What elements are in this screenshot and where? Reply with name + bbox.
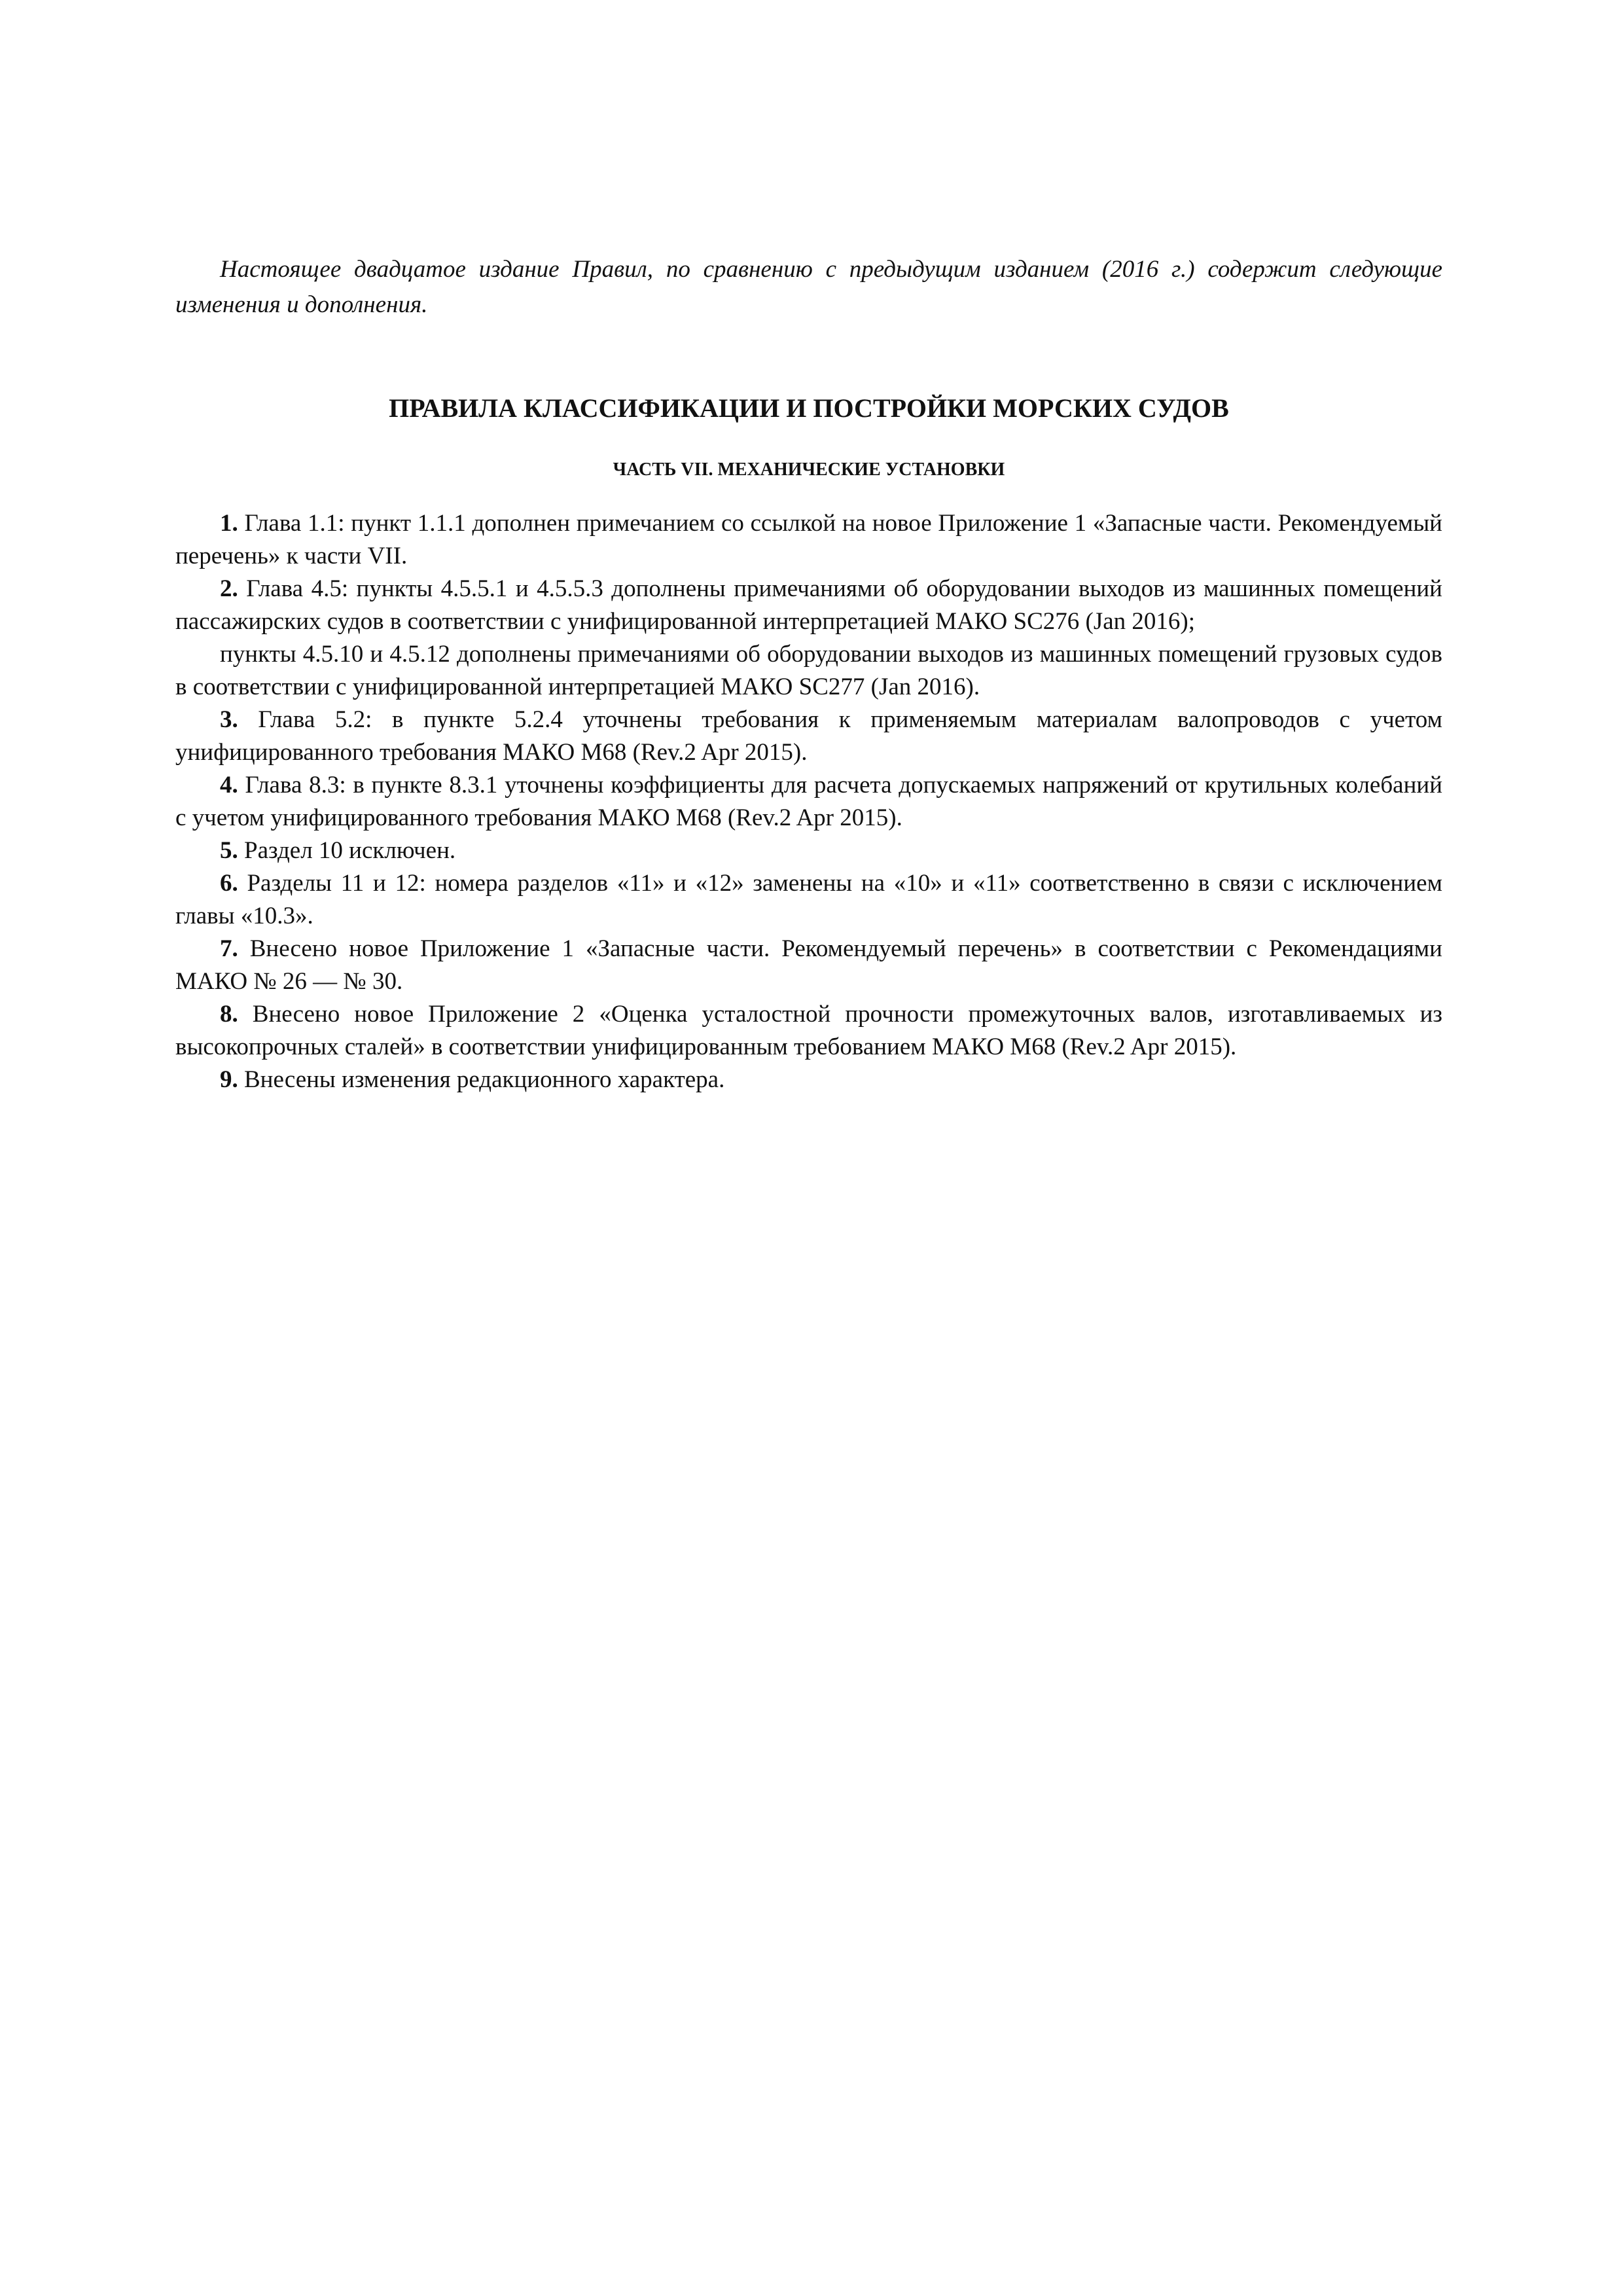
item-text: Глава 5.2: в пункте 5.2.4 уточнены требования к применяемым материалам валопроводов с учетом унифицированного требования МАКО М68 (Rev.2 Apr 2015). bbox=[175, 706, 1442, 766]
item-number: 8. bbox=[220, 1001, 238, 1028]
intro-paragraph: Настоящее двадцатое издание Правил, по сравнению с предыдущим изданием (2016 г.) содержит следующие изменения и дополнения. bbox=[175, 256, 1442, 318]
part-title: ЧАСТЬ VII. МЕХАНИЧЕСКИЕ УСТАНОВКИ bbox=[613, 459, 1005, 480]
document-title: ПРАВИЛА КЛАССИФИКАЦИИ И ПОСТРОЙКИ МОРСКИХ СУДОВ bbox=[389, 393, 1229, 423]
changes-list bbox=[175, 507, 1442, 1096]
item-text: Внесено новое Приложение 2 «Оценка усталостной прочности промежуточных валов, изготавливаемых из высокопрочных сталей» в соответствии унифицированным требованием МАКО М68 (Rev.2 Apr 2015). bbox=[175, 1001, 1442, 1060]
item-text: Разделы 11 и 12: номера разделов «11» и «12» заменены на «10» и «11» соответственно в связи с исключением главы «10.3». bbox=[175, 870, 1442, 929]
list-item bbox=[175, 573, 1442, 638]
item-number: 9. bbox=[220, 1066, 238, 1093]
list-item bbox=[175, 834, 1442, 867]
list-item-continuation bbox=[175, 638, 1442, 704]
item-text: Внесены изменения редакционного характера. bbox=[238, 1066, 725, 1093]
item-text: Глава 4.5: пункты 4.5.5.1 и 4.5.5.3 дополнены примечаниями об оборудовании выходов из машинных помещений пассажирских судов в соответствии с унифицированной интерпретацией МАКО SC276 (Jan 2016); bbox=[175, 575, 1442, 635]
item-text: Внесено новое Приложение 1 «Запасные части. Рекомендуемый перечень» в соответствии с Рекомендациями МАКО № 26 — № 30. bbox=[175, 935, 1442, 995]
list-item bbox=[175, 867, 1442, 933]
item-text: Глава 1.1: пункт 1.1.1 дополнен примечанием со ссылкой на новое Приложение 1 «Запасные части. Рекомендуемый перечень» к части VII. bbox=[175, 510, 1442, 569]
item-number: 7. bbox=[220, 935, 238, 962]
item-text: Глава 8.3: в пункте 8.3.1 уточнены коэффициенты для расчета допускаемых напряжений от крутильных колебаний с учетом унифицированного требования МАКО М68 (Rev.2 Apr 2015). bbox=[175, 772, 1442, 831]
list-item bbox=[175, 998, 1442, 1064]
list-item bbox=[175, 933, 1442, 998]
item-number: 4. bbox=[220, 772, 238, 798]
item-number: 2. bbox=[220, 575, 238, 602]
list-item bbox=[175, 704, 1442, 769]
list-item bbox=[175, 769, 1442, 834]
item-number: 1. bbox=[220, 510, 238, 537]
item-text: пункты 4.5.10 и 4.5.12 дополнены примечаниями об оборудовании выходов из машинных помещений грузовых судов в соответствии с унифицированной интерпретацией МАКО SC277 (Jan 2016). bbox=[175, 641, 1442, 700]
item-number: 5. bbox=[220, 837, 238, 864]
list-item bbox=[175, 507, 1442, 573]
item-text: Раздел 10 исключен. bbox=[238, 837, 456, 864]
item-number: 6. bbox=[220, 870, 238, 897]
item-number: 3. bbox=[220, 706, 238, 733]
list-item bbox=[175, 1064, 1442, 1096]
